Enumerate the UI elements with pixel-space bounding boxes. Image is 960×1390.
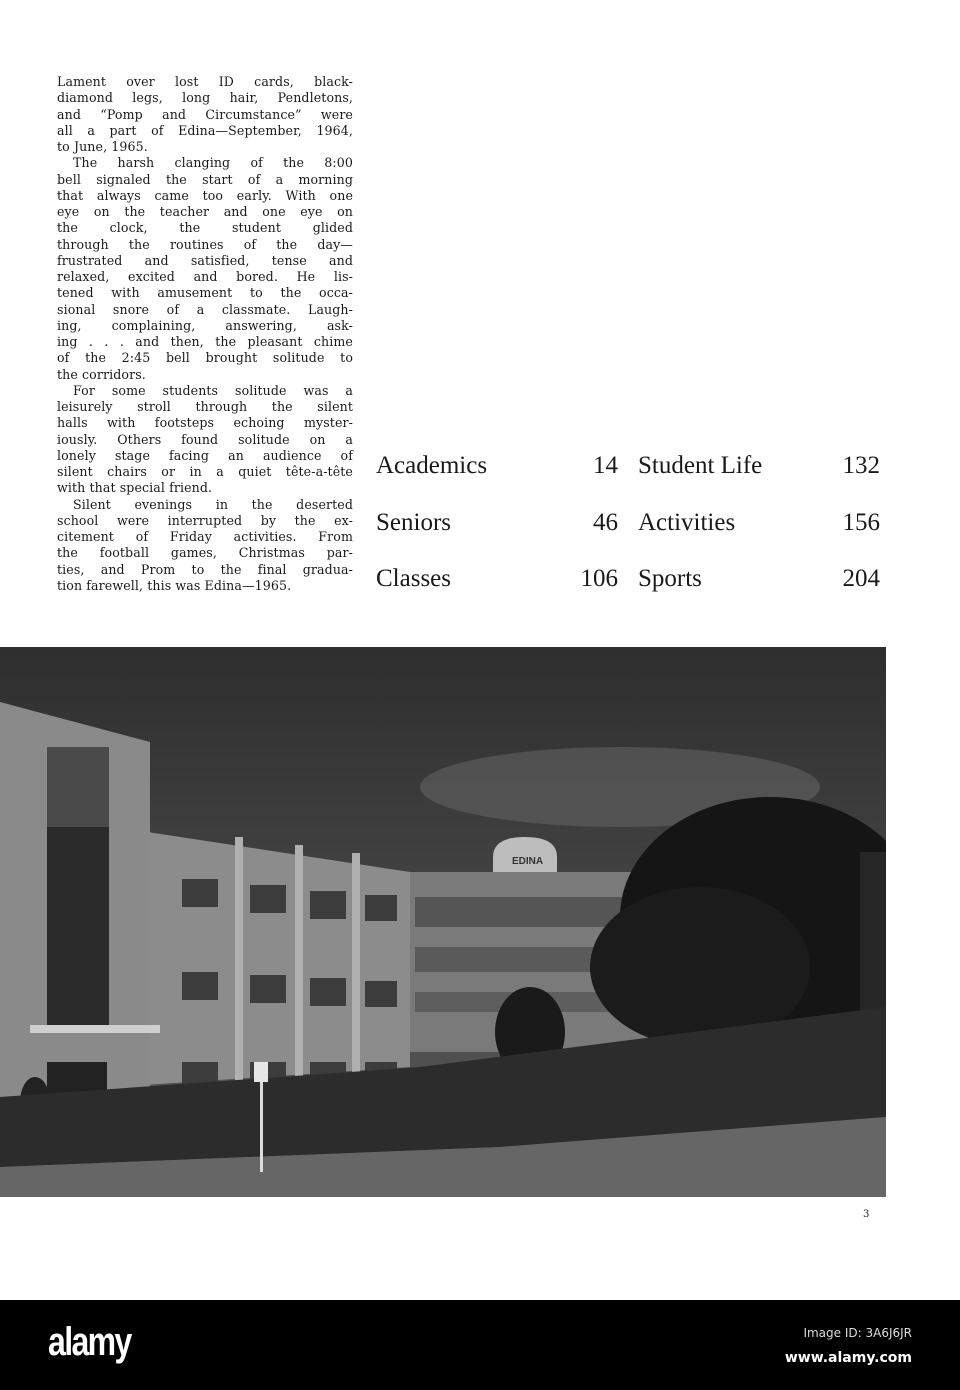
water-tower-text: EDINA [512,856,544,867]
table-of-contents [376,452,881,622]
watermark-footer [0,1300,960,1390]
intro-line: relaxed, excited and bored. He lis- [57,269,353,284]
toc-entry-seniors [376,509,618,566]
toc-page: 14 [593,452,618,479]
toc-label: Student Life [638,452,763,479]
toc-label: Academics [376,452,488,479]
toc-label: Sports [638,565,702,592]
intro-line: For some students solitude was a [73,382,353,398]
page-number: 3 [863,1209,870,1220]
intro-line: the football games, Christmas par- [57,545,353,561]
intro-line: through the routines of the day— [57,236,353,252]
toc-label: Classes [376,565,451,592]
alamy-logo: alamy [48,1320,131,1364]
intro-line: tened with amusement to the occa- [57,285,353,301]
toc-entry-sports [638,565,880,622]
toc-page: 106 [580,565,618,592]
intro-text [57,74,353,594]
intro-line: frustrated and satisfied, tense and [57,252,353,268]
intro-line: Silent evenings in the deserted [73,496,353,512]
intro-line: and “Pomp and Circumstance” were [57,106,353,122]
intro-line: eye on the teacher and one eye on [57,204,353,219]
toc-entry-student-life [638,452,880,509]
toc-row [376,509,881,566]
intro-line: leisurely stroll through the silent [57,399,353,414]
intro-line: bell signaled the start of a morning [57,171,353,187]
intro-line: that always came too early. With one [57,187,353,203]
intro-line: diamond legs, long hair, Pendletons, [57,90,353,106]
intro-line: ing . . . and then, the pleasant chime [57,334,353,349]
intro-line: ing, complaining, answering, ask- [57,317,353,333]
intro-line: iously. Others found solitude on a [57,431,353,447]
intro-line: the clock, the student glided [57,220,353,236]
toc-entry-academics [376,452,618,509]
intro-line: the corridors. [57,366,146,382]
intro-line: Lament over lost ID cards, black- [57,74,353,89]
toc-page: 156 [842,508,880,536]
intro-line: citement of Friday activities. From [57,529,353,544]
toc-entry-classes [376,565,618,622]
intro-line: sional snore of a classmate. Laugh- [57,301,353,317]
toc-row [376,565,881,622]
toc-row [376,452,881,509]
intro-line: tion farewell, this was Edina—1965. [57,577,292,593]
site-url[interactable]: www.alamy.com [784,1350,912,1366]
toc-label: Activities [638,508,736,536]
intro-line: halls with footsteps echoing myster- [57,415,353,431]
intro-line: school were interrupted by the ex- [57,512,353,528]
toc-page: 46 [593,508,618,536]
intro-line: ties, and Prom to the final gradua- [57,561,353,577]
intro-line: lonely stage facing an audience of [57,447,353,463]
toc-entry-activities [638,509,880,566]
intro-line: of the 2:45 bell brought solitude to [57,350,353,366]
intro-line: The harsh clanging of the 8:00 [73,155,353,171]
toc-label: Seniors [376,508,451,536]
intro-line: all a part of Edina—September, 1964, [57,122,353,138]
intro-line: silent chairs or in a quiet tête-a-tête [57,464,353,479]
intro-line: to June, 1965. [57,139,148,154]
image-id: Image ID: 3A6J6JR [803,1326,912,1340]
intro-line: with that special friend. [57,480,213,496]
toc-page: 132 [842,452,880,479]
toc-page: 204 [842,565,880,592]
school-photo [0,647,886,1197]
